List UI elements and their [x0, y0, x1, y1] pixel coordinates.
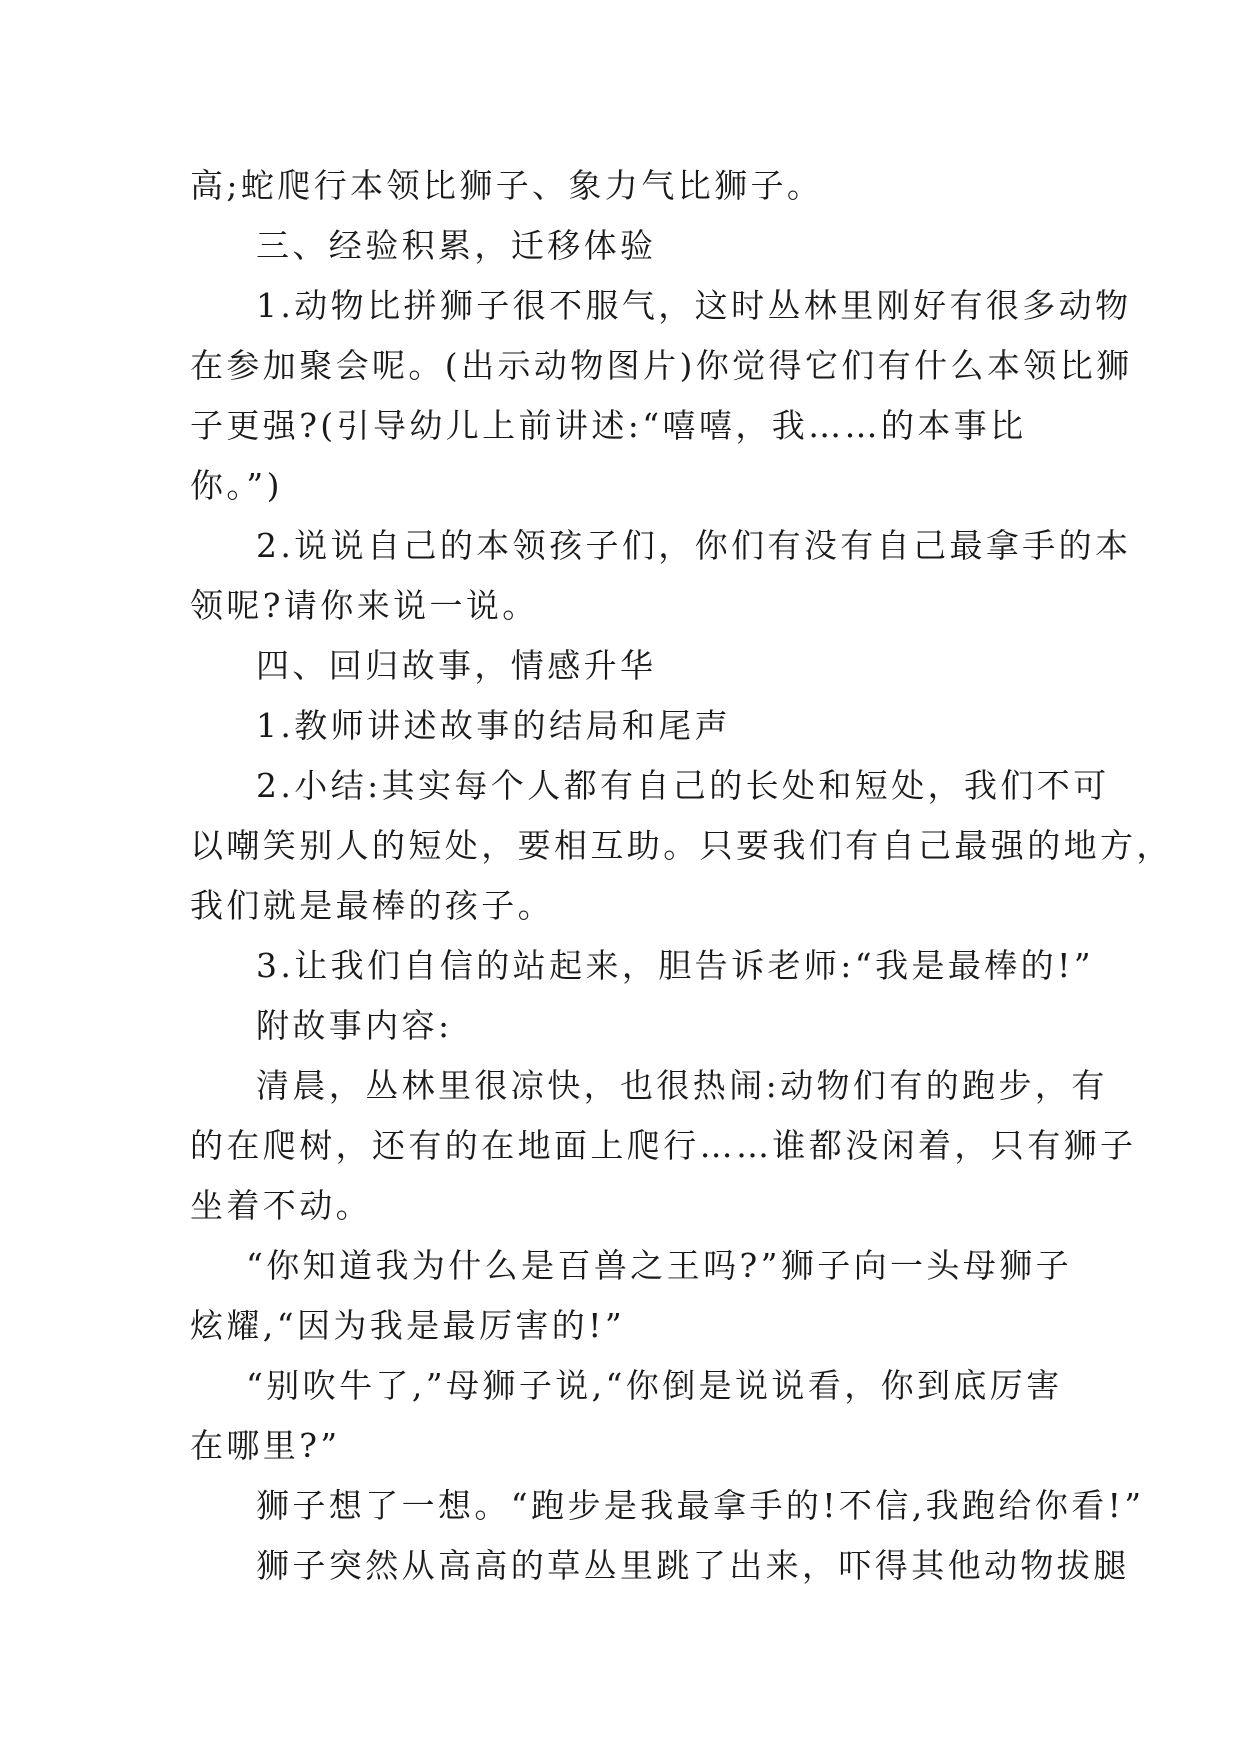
text-line-6: 你。”): [190, 466, 283, 505]
text-line-7: 2.说说自己的本领孩子们，你们有没有自己最拿手的本: [256, 526, 1132, 565]
text-line-12: 以嘲笑别人的短处，要相互助。只要我们有自己最强的地方，: [190, 826, 1173, 865]
section-heading-3: 三、经验积累，迁移体验: [256, 226, 657, 265]
text-line-10: 1.教师讲述故事的结局和尾声: [256, 706, 732, 745]
text-line-17: 的在爬树，还有的在地面上爬行……谁都没闲着，只有狮子: [190, 1126, 1137, 1165]
text-line-5: 子更强?(引导幼儿上前讲述:“嘻嘻，我……的本事比: [190, 406, 1027, 445]
text-line-13: 我们就是最棒的孩子。: [190, 886, 554, 925]
text-line-18: 坐着不动。: [190, 1186, 372, 1225]
text-line-8: 领呢?请你来说一说。: [190, 586, 539, 625]
text-line-4: 在参加聚会呢。(出示动物图片)你觉得它们有什么本领比狮: [190, 346, 1133, 385]
text-line-11: 2.小结:其实每个人都有自己的长处和短处，我们不可: [256, 766, 1110, 805]
text-line-20: 炫耀,“因为我是最厉害的!”: [190, 1306, 626, 1345]
text-line-19: “你知道我为什么是百兽之王吗?”狮子向一头母狮子: [246, 1246, 1073, 1285]
story-heading: 附故事内容:: [256, 1006, 453, 1045]
text-line-14: 3.让我们自信的站起来，胆告诉老师:“我是最棒的!”: [256, 946, 1095, 985]
text-line-1: 高;蛇爬行本领比狮子、象力气比狮子。: [190, 166, 824, 205]
text-line-24: 狮子突然从高高的草丛里跳了出来，吓得其他动物拔腿: [256, 1546, 1130, 1585]
text-line-16: 清晨，丛林里很凉快，也很热闹:动物们有的跑步，有: [256, 1066, 1108, 1105]
text-line-23: 狮子想了一想。“跑步是我最拿手的!不信,我跑给你看!”: [256, 1486, 1145, 1525]
section-heading-4: 四、回归故事，情感升华: [256, 646, 657, 685]
text-line-22: 在哪里?”: [190, 1426, 341, 1465]
text-line-21: “别吹牛了,”母狮子说,“你倒是说说看，你到底厉害: [246, 1366, 1063, 1405]
text-line-3: 1.动物比拼狮子很不服气，这时丛林里刚好有很多动物: [256, 286, 1132, 325]
